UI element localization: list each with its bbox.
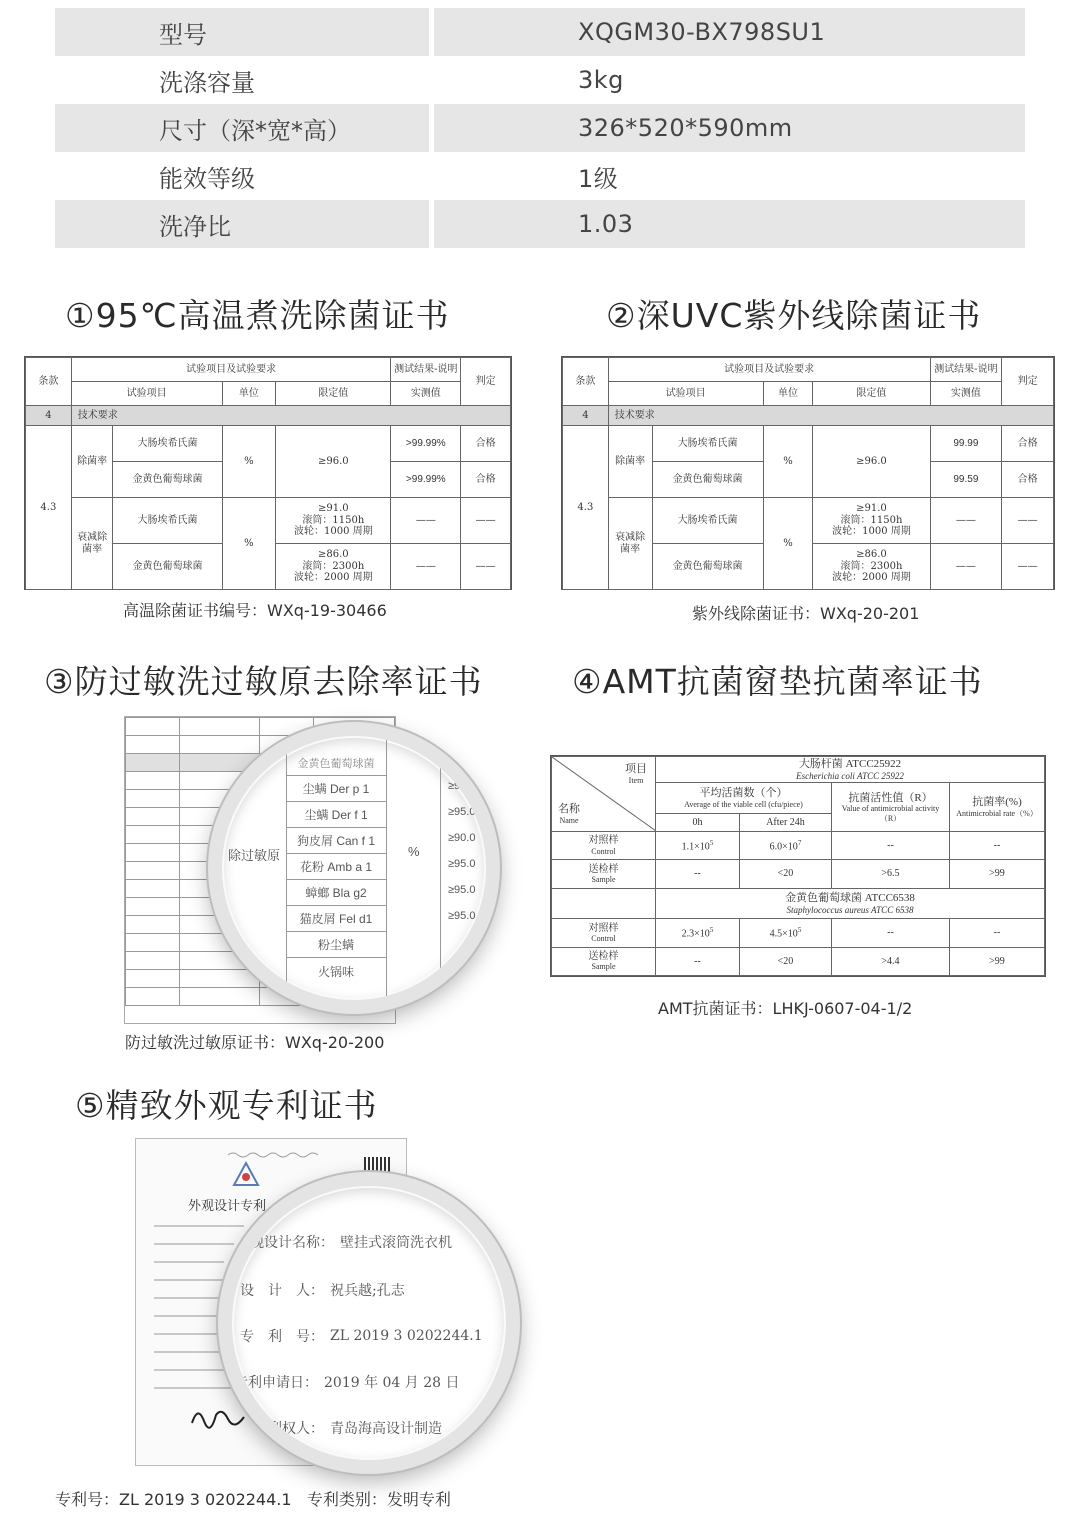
dash: ——: [1002, 498, 1054, 544]
header-clause: 条款: [563, 358, 609, 406]
spec-row-capacity: [55, 56, 1025, 104]
avg-header: 平均活菌数（个） Average of the viable cell (cfu/piece): [656, 783, 832, 813]
staph-control-0h: $2.3\times 10^5$: [656, 919, 740, 947]
blank-cell: [552, 888, 656, 918]
t24-header: After 24h: [740, 813, 832, 831]
verdict: 合格: [1002, 426, 1054, 462]
limit-3: ≥86.0 滚筒：2300h 波轮：2000 周期: [276, 544, 391, 590]
dash: ——: [391, 544, 461, 590]
limit-2: ≥91.0 滚筒：1150h 波轮：1000 周期: [813, 498, 930, 544]
allergen-row: 蟑螂 Bla g2: [286, 880, 386, 906]
row-4-no: 4: [26, 406, 72, 426]
allergen-row: 花粉 Amb a 1: [286, 854, 386, 880]
allergen-unit: %: [408, 844, 420, 859]
header-unit: 单位: [222, 382, 276, 406]
section-title-3: ③防过敏洗过敏原去除率证书: [44, 662, 483, 701]
decay-label: 衰减除菌率: [608, 498, 652, 590]
dash: ——: [930, 498, 1002, 544]
staph-sample-0h: --: [656, 947, 740, 975]
header-items-req: 试验项目及试验要求: [71, 358, 391, 382]
header-measured: 实测值: [930, 382, 1002, 406]
cert-table-2: [561, 356, 1055, 590]
control-label: 对照样 Control: [552, 832, 656, 860]
unit: %: [222, 426, 276, 498]
allergen-row: 粉尘螨: [286, 932, 386, 958]
ecoli-title: 大肠杆菌 ATCC25922 Escherichia coli ATCC 25922: [656, 757, 1045, 783]
allergen-limit: ≥95.0: [448, 858, 476, 870]
header-result: 测试结果-说明: [391, 358, 461, 382]
verdict: 合格: [1002, 462, 1054, 498]
header-limit: 限定值: [276, 382, 391, 406]
spec-row-model: [55, 8, 1025, 56]
measured-staph: 99.59: [930, 462, 1002, 498]
ecoli-control-0h: $1.1\times 10^5$: [656, 832, 740, 860]
removal-label: 除菌率: [71, 426, 113, 498]
caption-3: 防过敏洗过敏原证书：WXq-20-200: [125, 1033, 385, 1052]
spec-value: 1.03: [434, 200, 1025, 248]
caption-5: 专利号：ZL 2019 3 0202244.1 专利类别：发明专利: [55, 1490, 451, 1509]
decorative-border-icon: [228, 1151, 318, 1159]
ecoli-control-24h: $6.0\times 10^7$: [740, 832, 832, 860]
ecoli-sample-24h: <20: [740, 860, 832, 888]
sample-label: 送检样 Sample: [552, 947, 656, 975]
spec-value: 1级: [578, 164, 619, 193]
spec-label: 型号: [55, 8, 429, 56]
header-item: 试验项目: [608, 382, 763, 406]
removal-label: 除菌率: [608, 426, 652, 498]
spec-row-size: [55, 104, 1025, 152]
verdict: 合格: [461, 426, 511, 462]
spec-label: 洗涤容量: [159, 68, 255, 97]
limit-1: ≥96.0: [276, 426, 391, 498]
spec-row-efficiency: [55, 152, 1025, 200]
header-measured: 实测值: [391, 382, 461, 406]
ecoli-control-activity: --: [832, 832, 950, 860]
spec-label: 洗净比: [55, 200, 429, 248]
header-limit: 限定值: [813, 382, 930, 406]
emblem-icon: [232, 1161, 260, 1187]
ecoli-label: 大肠埃希氏菌: [113, 498, 222, 544]
limit-2: ≥91.0 滚筒：1150h 波轮：1000 周期: [276, 498, 391, 544]
ecoli-label: 大肠埃希氏菌: [652, 498, 763, 544]
staph-label: 金黄色葡萄球菌: [652, 462, 763, 498]
unit: %: [763, 498, 813, 590]
row-4-label: 技术要求: [71, 406, 510, 426]
allergen-limit: ≥90.0: [448, 832, 476, 844]
decay-label: 衰减除菌率: [71, 498, 113, 590]
staph-title: 金黄色葡萄球菌 ATCC6538 Staphylococcus aureus ATCC 6538: [656, 888, 1045, 918]
staph-label: 金黄色葡萄球菌: [113, 462, 222, 498]
spec-table: [55, 8, 1025, 248]
staph-label: 金黄色葡萄球菌: [652, 544, 763, 590]
header-verdict: 判定: [461, 358, 511, 406]
ecoli-control-rate: --: [950, 832, 1045, 860]
limit-1: ≥96.0: [813, 426, 930, 498]
dash: ——: [461, 544, 511, 590]
spec-value: 3kg: [578, 66, 624, 94]
row-4-label: 技术要求: [608, 406, 1053, 426]
measured-ecoli: 99.99: [930, 426, 1002, 462]
signature-icon: [188, 1401, 248, 1431]
allergen-row: 尘螨 Der p 1: [286, 776, 386, 802]
allergen-row: 金黄色葡萄球菌: [286, 750, 386, 776]
caption-2: 紫外线除菌证书：WXq-20-201: [692, 604, 920, 623]
sample-label: 送检样 Sample: [552, 860, 656, 888]
header-item: 试验项目: [71, 382, 222, 406]
allergen-row: 猫皮屑 Fel d1: [286, 906, 386, 932]
patent-line: 专利申请日： 2019 年 04 月 28 日: [234, 1375, 460, 1391]
dash: ——: [391, 498, 461, 544]
spec-value: XQGM30-BX798SU1: [434, 8, 1025, 56]
caption-4: AMT抗菌证书：LHKJ-0607-04-1/2: [658, 999, 913, 1018]
section-title-4: ④AMT抗菌窗垫抗菌率证书: [572, 662, 983, 701]
ecoli-sample-rate: >99: [950, 860, 1045, 888]
amt-cert-table: [550, 755, 1046, 977]
item-name-header: 项目 Item 名称 Name: [552, 757, 656, 832]
allergen-limit: ≥95.0: [448, 910, 476, 922]
allergen-limit: ≥95.0: [448, 884, 476, 896]
allergen-row: 狗皮屑 Can f 1: [286, 828, 386, 854]
ecoli-label: 大肠埃希氏菌: [652, 426, 763, 462]
patent-magnifier-lens: [218, 1172, 520, 1474]
rate-header: 抗菌率(%) Antimicrobial rate（%）: [950, 783, 1045, 832]
patent-line: 专利权人： 青岛海高设计制造: [254, 1421, 442, 1437]
row-4-no: 4: [563, 406, 609, 426]
dash: ——: [1002, 544, 1054, 590]
staph-control-activity: --: [832, 919, 950, 947]
ecoli-label: 大肠埃希氏菌: [113, 426, 222, 462]
measured-ecoli: >99.99%: [391, 426, 461, 462]
patent-line: 专 利 号： ZL 2019 3 0202244.1: [240, 1328, 483, 1345]
staph-sample-24h: <20: [740, 947, 832, 975]
patent-line: 外观设计名称： 壁挂式滚筒洗衣机: [236, 1235, 452, 1251]
ecoli-sample-activity: >6.5: [832, 860, 950, 888]
allergen-row: 火锅味: [317, 964, 354, 979]
measured-staph: >99.99%: [391, 462, 461, 498]
header-unit: 单位: [763, 382, 813, 406]
section-title-1: ①95℃高温煮洗除菌证书: [65, 296, 450, 335]
staph-sample-activity: >4.4: [832, 947, 950, 975]
cert-table-1: [24, 356, 512, 590]
spec-row-wash-ratio: [55, 200, 1025, 248]
row-43-no: 4.3: [26, 426, 72, 590]
section-title-5: ⑤精致外观专利证书: [75, 1086, 378, 1125]
t0-header: 0h: [656, 813, 740, 831]
header-items-req: 试验项目及试验要求: [608, 358, 930, 382]
control-label: 对照样 Control: [552, 919, 656, 947]
staph-label: 金黄色葡萄球菌: [113, 544, 222, 590]
allergen-side-label: 除过敏原: [227, 847, 280, 863]
patent-line: 设 计 人： 祝兵越;孔志: [240, 1283, 405, 1299]
header-clause: 条款: [26, 358, 72, 406]
section-title-2: ②深UVC紫外线除菌证书: [606, 296, 982, 335]
spec-label: 尺寸（深*宽*高）: [55, 104, 429, 152]
staph-sample-rate: >99: [950, 947, 1045, 975]
staph-control-rate: --: [950, 919, 1045, 947]
spec-value: 326*520*590mm: [434, 104, 1025, 152]
verdict: 合格: [461, 462, 511, 498]
staph-control-24h: $4.5\times 10^5$: [740, 919, 832, 947]
header-verdict: 判定: [1002, 358, 1054, 406]
limit-3: ≥86.0 滚筒：2300h 波轮：2000 周期: [813, 544, 930, 590]
header-result: 测试结果-说明: [930, 358, 1002, 382]
unit: %: [222, 498, 276, 590]
ecoli-sample-0h: --: [656, 860, 740, 888]
allergen-limit: ≥95.0: [448, 780, 476, 792]
activity-header: 抗菌活性值（R） Value of antimicrobial activity（R）: [832, 783, 950, 832]
caption-1: 高温除菌证书编号：WXq-19-30466: [123, 601, 387, 620]
allergen-row: 尘螨 Der f 1: [286, 802, 386, 828]
unit: %: [763, 426, 813, 498]
dash: ——: [461, 498, 511, 544]
allergen-limit: ≥95.0: [448, 806, 476, 818]
spec-label: 能效等级: [159, 164, 255, 193]
dash: ——: [930, 544, 1002, 590]
allergen-magnifier-lens: [208, 722, 500, 1014]
row-43-no: 4.3: [563, 426, 609, 590]
patent-doc-title: 外观设计专利: [188, 1199, 267, 1214]
